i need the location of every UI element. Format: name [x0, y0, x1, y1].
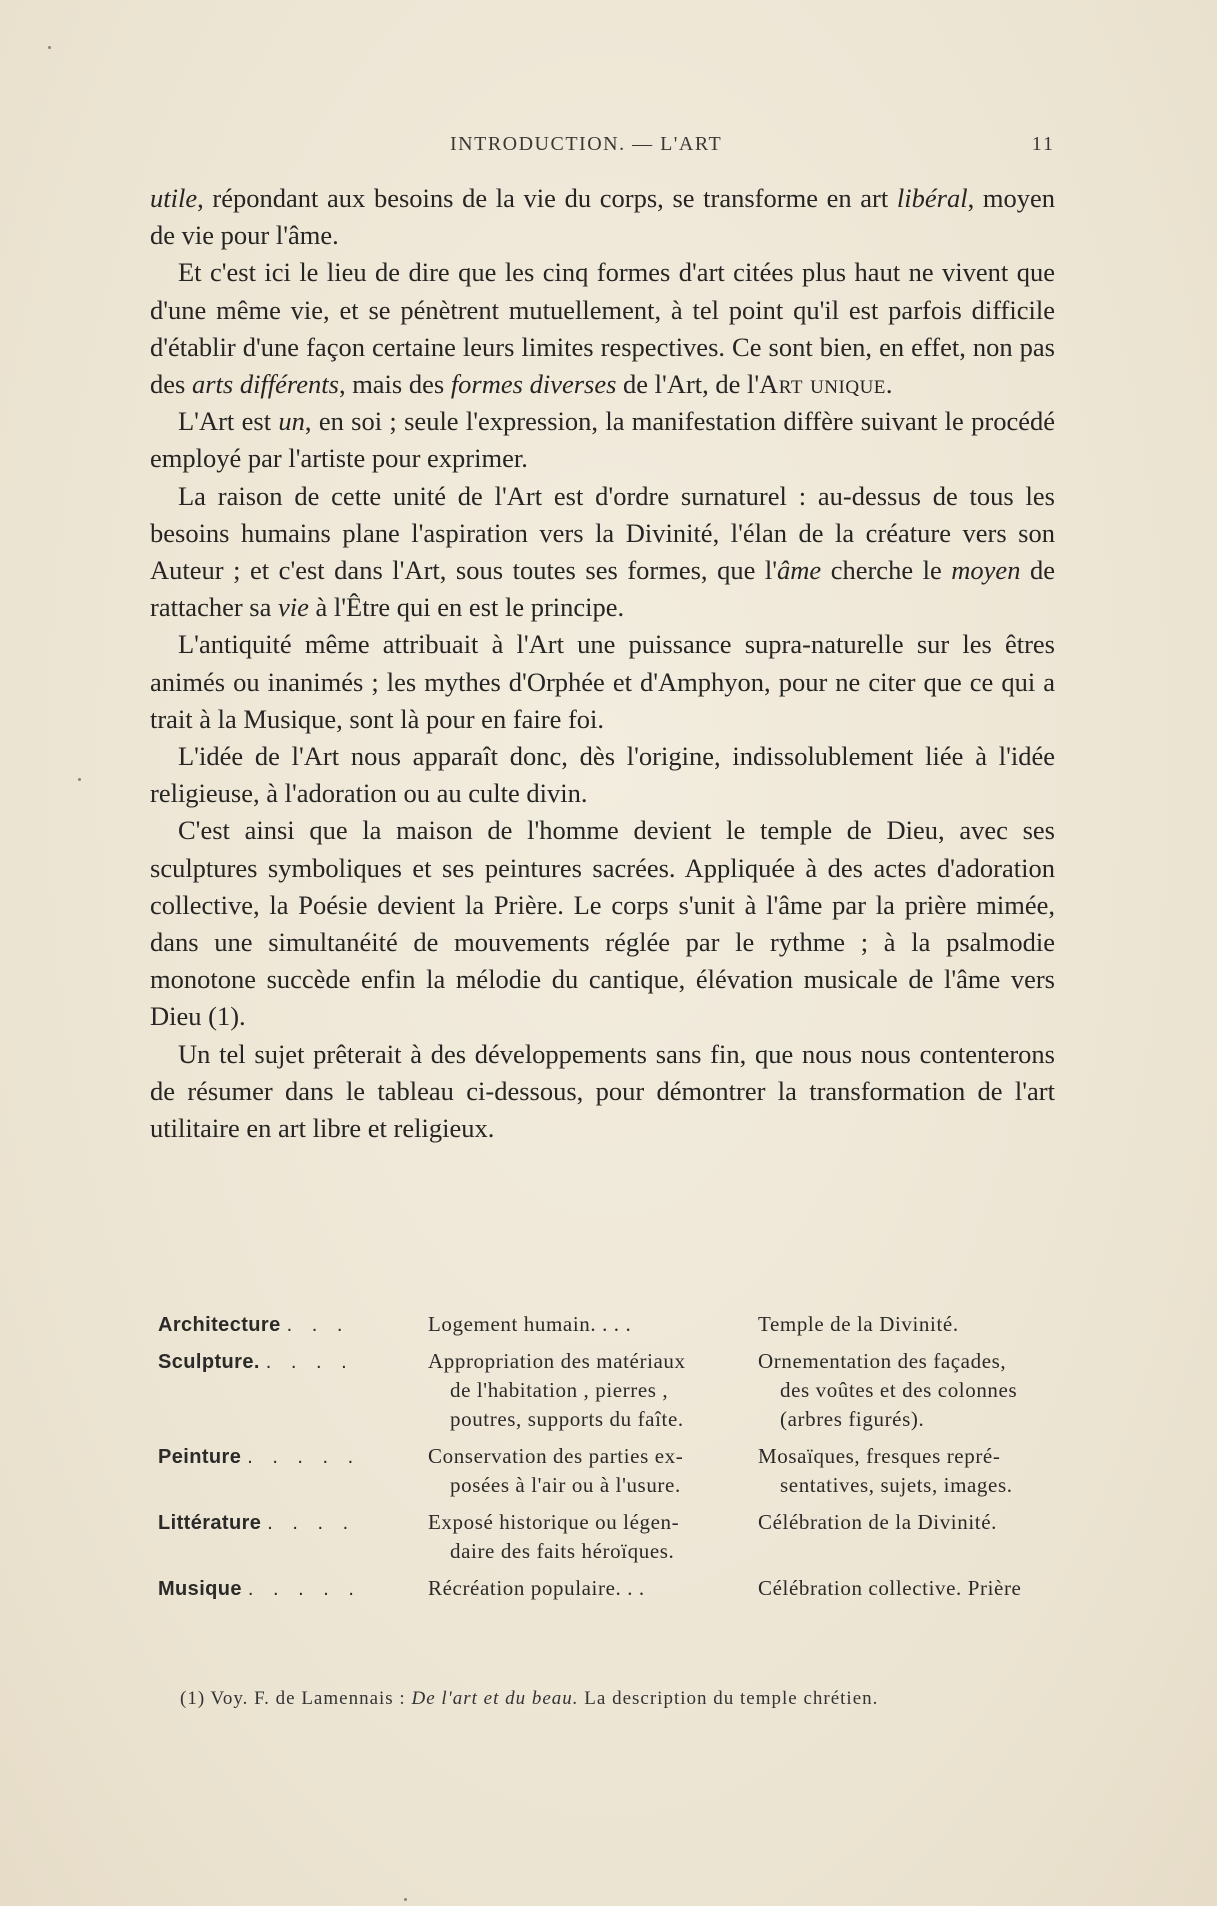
art-name-cell: [158, 1310, 428, 1339]
art-name: Architecture: [158, 1314, 281, 1336]
religious-cell: [758, 1310, 1070, 1339]
text-run: , moyen de vie pour l'âme.: [150, 183, 1055, 251]
small-caps-term: Art unique: [759, 369, 886, 400]
text-run: , mais des: [338, 369, 451, 400]
utilitarian-line: Exposé historique ou légen-: [428, 1510, 680, 1534]
text-run: de l'Art, de l': [616, 369, 760, 400]
footnote-text: (1) Voy. F. de Lamennais :: [180, 1688, 412, 1709]
leader-dots: . . . .: [267, 1512, 356, 1534]
footnote: [180, 1688, 1050, 1710]
footnote-title: De l'art et du beau.: [411, 1688, 579, 1709]
paragraph: [150, 180, 1055, 254]
italic-term: un: [278, 406, 305, 437]
art-name-cell: [158, 1508, 428, 1566]
religious-line: Célébration collective. Prière: [758, 1576, 1022, 1600]
utilitarian-line: posées à l'air ou à l'usure.: [450, 1473, 681, 1497]
utilitarian-line: de l'habitation , pierres ,: [450, 1378, 669, 1402]
italic-term: utile: [150, 183, 198, 213]
utilitarian-cell: [428, 1310, 758, 1339]
paragraph: L'antiquité même attribuait à l'Art une puissance supra-naturelle sur les êtres animés ou inanimés ; les mythes d'Orphée et d'Amphyon, pour ne citer que ce qui a trait à la Musique, sont là pour en faire foi.: [150, 629, 1055, 734]
italic-term: moyen: [951, 555, 1021, 586]
text-run: de rattacher sa: [150, 555, 1055, 623]
text-run: , en soi ; seule l'expression, la manifestation diffère suivant le procédé employé par l'artiste pour exprimer.: [150, 406, 1055, 474]
religious-line: des voûtes et des colonnes: [780, 1378, 1018, 1402]
utilitarian-line: Conservation des parties ex-: [428, 1444, 684, 1468]
paragraph: [150, 478, 1055, 627]
footnote-text: La description du temple chrétien.: [578, 1688, 879, 1709]
running-header: [150, 133, 1055, 163]
italic-term: formes diverses: [450, 369, 617, 400]
leader-dots: . . . . .: [247, 1578, 361, 1600]
art-name-cell: [158, 1347, 428, 1434]
text-run: .: [885, 369, 893, 400]
utilitarian-cell: [428, 1574, 758, 1603]
religious-line: Célébration de la Divinité.: [758, 1510, 997, 1534]
italic-term: libéral: [896, 183, 968, 213]
table-row: [158, 1574, 1070, 1603]
utilitarian-line: Logement humain. . . .: [428, 1312, 632, 1336]
text-run: , répondant aux besoins de la vie du corps, se transforme en art: [197, 183, 897, 213]
religious-line: (arbres figurés).: [780, 1407, 925, 1431]
leader-dots: . . . .: [265, 1351, 354, 1373]
text-run: La raison de cette unité de l'Art est d'ordre surnaturel : au-dessus de tous les besoins humains plane l'aspiration vers la Divinité, l'élan de la créature vers son Auteur ; et c'est dans l'Art, sous toutes ses formes, que l': [150, 480, 1055, 586]
text-run: Et c'est ici le lieu de dire que les cinq formes d'art citées plus haut ne vivent que d'une même vie, et se pénètrent mutuellement, à tel point qu'il est parfois difficile d'établir d'une façon certaine leurs limites respectives. Ce sont bien, en effet, non pas des: [150, 257, 1055, 400]
italic-term: arts différents: [191, 369, 339, 400]
religious-line: Mosaïques, fresques repré-: [758, 1444, 1001, 1468]
utilitarian-cell: [428, 1347, 758, 1434]
religious-line: Ornementation des façades,: [758, 1349, 1007, 1373]
utilitarian-cell: [428, 1508, 758, 1566]
text-run: à l'Être qui en est le principe.: [308, 592, 625, 623]
leader-dots: . . . . .: [247, 1446, 361, 1468]
paragraph: [150, 403, 1055, 477]
art-name-cell: [158, 1442, 428, 1500]
utilitarian-cell: [428, 1442, 758, 1500]
religious-line: sentatives, sujets, images.: [780, 1473, 1013, 1497]
leader-dots: . . .: [286, 1314, 350, 1336]
table-row: [158, 1508, 1070, 1566]
running-header-title: INTRODUCTION. — L'ART: [450, 133, 723, 155]
paragraph: Un tel sujet prêterait à des développements sans fin, que nous nous contenterons de résumer dans le tableau ci-dessous, pour démontrer la transformation de l'art utilitaire en art libre et religieux.: [150, 1038, 1055, 1144]
religious-cell: [758, 1442, 1070, 1500]
paragraph: [150, 254, 1055, 403]
text-run: cherche le: [821, 555, 952, 586]
scan-speck: [78, 778, 81, 781]
religious-line: Temple de la Divinité.: [758, 1312, 959, 1336]
page-number: 11: [1031, 133, 1055, 155]
paragraph: C'est ainsi que la maison de l'homme devient le temple de Dieu, avec ses sculptures symboliques et ses peintures sacrées. Appliquée à des actes d'adoration collective, la Poésie devient la Prière. Le corps s'unit à l'âme par la prière mimée, dans une simultanéité de mouvements réglée par le rythme ; à la psalmodie monotone succède enfin la mélodie du cantique, élévation musicale de l'âme vers Dieu (1).: [150, 815, 1055, 1032]
scan-speck: [48, 46, 51, 49]
religious-cell: [758, 1574, 1070, 1603]
utilitarian-line: Récréation populaire. . .: [428, 1576, 645, 1600]
religious-cell: [758, 1508, 1070, 1566]
art-name-cell: [158, 1574, 428, 1603]
italic-term: âme: [777, 555, 822, 586]
utilitarian-line: Appropriation des matériaux: [428, 1349, 686, 1373]
arts-table: [158, 1310, 1070, 1611]
art-name: Musique: [158, 1578, 242, 1600]
table-row: [158, 1442, 1070, 1500]
art-name: Littérature: [158, 1512, 262, 1534]
main-text: [150, 180, 1055, 1147]
art-name: Peinture: [158, 1446, 242, 1468]
scan-speck: [404, 1898, 407, 1901]
table-row: [158, 1310, 1070, 1339]
art-name: Sculpture.: [158, 1351, 260, 1373]
utilitarian-line: poutres, supports du faîte.: [450, 1407, 684, 1431]
italic-term: vie: [278, 592, 309, 623]
text-run: L'Art est: [178, 406, 279, 437]
paragraph: L'idée de l'Art nous apparaît donc, dès l'origine, indissolublement liée à l'idée religieuse, à l'adoration ou au culte divin.: [150, 741, 1055, 809]
religious-cell: [758, 1347, 1070, 1434]
table-row: [158, 1347, 1070, 1434]
utilitarian-line: daire des faits héroïques.: [450, 1539, 675, 1563]
